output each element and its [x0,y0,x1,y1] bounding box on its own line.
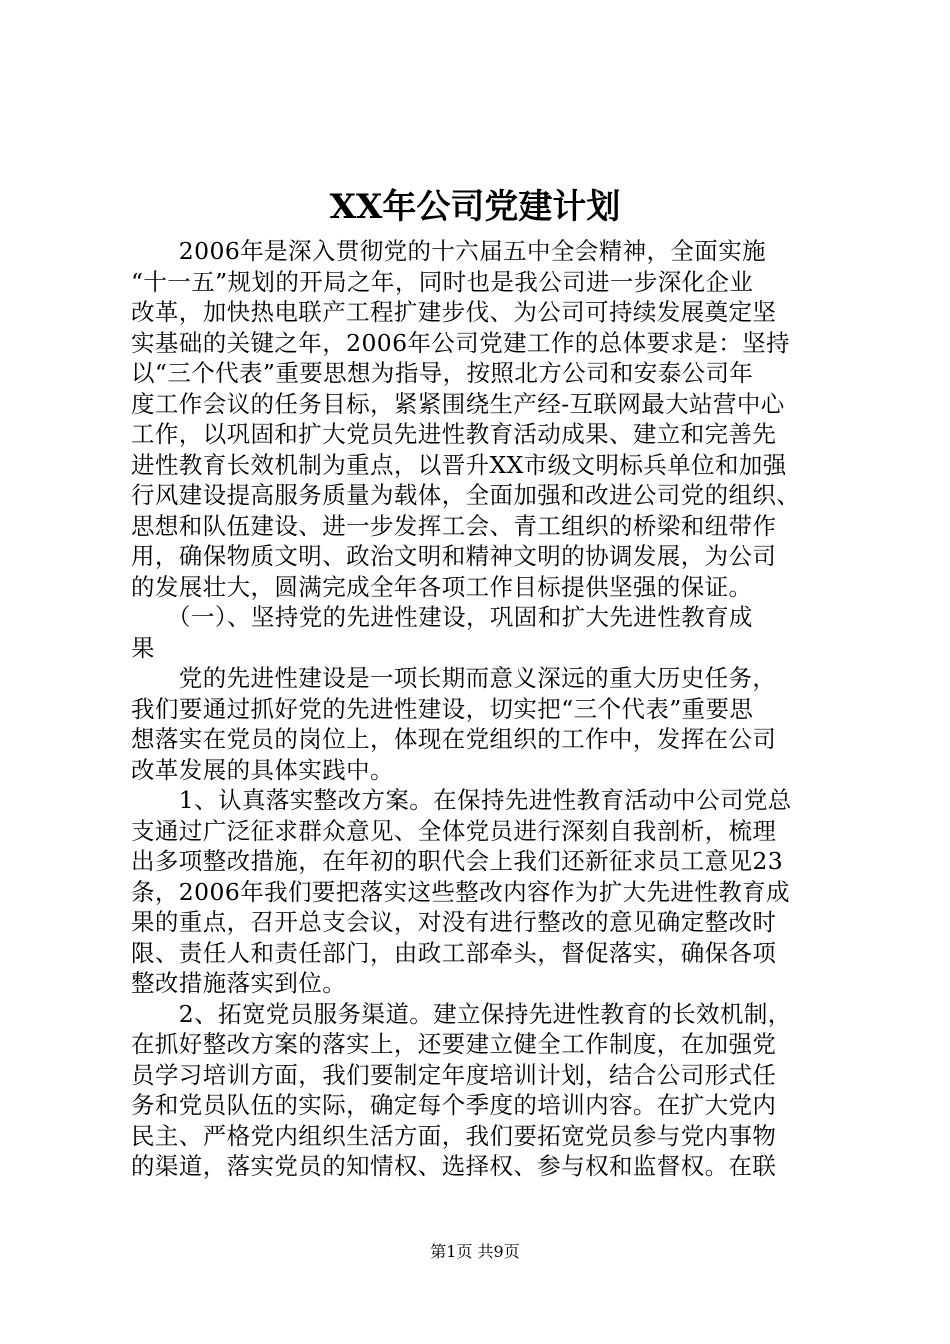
body-line: 支通过广泛征求群众意见、全体党员进行深刻自我剖析，梳理 [131,816,777,845]
body-line: 在抓好整改方案的落实上，还要建立健全工作制度，在加强党 [131,1030,777,1058]
body-line: 限、责任人和责任部门，由政工部牵头，督促落实，确保各项 [131,938,777,967]
body-line: 民主、严格党内组织生活方面，我们要拓宽党员参与党内事物 [131,1121,777,1150]
section-heading-line: 果 [131,633,155,662]
body-line: 2006年是深入贯彻党的十六届五中全会精神，全面实施 [131,237,767,265]
body-line: 改革发展的具体实践中。 [131,755,394,784]
body-line: 想落实在党员的岗位上，体现在党组织的工作中，发挥在公司 [131,725,777,753]
body-line: 用，确保物质文明、政治文明和精神文明的协调发展，为公司 [131,542,777,570]
body-line: 整改措施落实到位。 [131,969,347,997]
body-line: 进性教育长效机制为重点，以晋升XX市级文明标兵单位和加强 [131,450,787,479]
body-line: 2、拓宽党员服务渠道。建立保持先进性教育的长效机制， [131,999,792,1028]
body-line: 的渠道，落实党员的知情权、选择权、参与权和监督权。在联 [131,1152,777,1180]
body-line: 我们要通过抓好党的先进性建设，切实把“三个代表”重要思 [131,694,754,723]
body-line: 务和党员队伍的实际，确定每个季度的培训内容。在扩大党内 [131,1091,777,1119]
section-heading-line: （一）、坚持党的先进性建设，巩固和扩大先进性教育成 [131,603,753,631]
body-line: 出多项整改措施，在年初的职代会上我们还新征求员工意见23 [131,847,784,875]
body-line: 度工作会议的任务目标，紧紧围绕生产经-互联网最大站营中心 [131,389,785,418]
body-line: 员学习培训方面，我们要制定年度培训计划，结合公司形式任 [131,1060,777,1089]
body-line: 1、认真落实整改方案。在保持先进性教育活动中公司党总 [131,786,792,814]
body-line: “十一五”规划的开局之年，同时也是我公司进一步深化企业 [131,267,754,296]
body-line: 以“三个代表”重要思想为指导，按照北方公司和安泰公司年 [131,359,754,387]
body-line: 条，2006年我们要把落实这些整改内容作为扩大先进性教育成 [131,877,790,906]
body-line: 实基础的关键之年，2006年公司党建工作的总体要求是：坚持 [131,328,790,357]
body-line: 工作，以巩固和扩大党员先进性教育活动成果、建立和完善先 [131,420,777,448]
document-body [131,236,833,1182]
document-title: XX年公司党建计划 [329,187,621,227]
body-line: 改革，加快热电联产工程扩建步伐、为公司可持续发展奠定坚 [131,298,777,326]
body-line: 的发展壮大，圆满完成全年各项工作目标提供坚强的保证。 [131,572,753,601]
body-line: 党的先进性建设是一项长期而意义深远的重大历史任务， [131,664,777,692]
page-footer: 第1页 共9页 [430,1242,520,1261]
body-line: 思想和队伍建设、进一步发挥工会、青工组织的桥梁和纽带作 [131,511,777,540]
body-line: 行风建设提高服务质量为载体，全面加强和改进公司党的组织、 [131,481,801,509]
body-line: 果的重点，召开总支会议，对没有进行整改的意见确定整改时 [131,908,777,936]
